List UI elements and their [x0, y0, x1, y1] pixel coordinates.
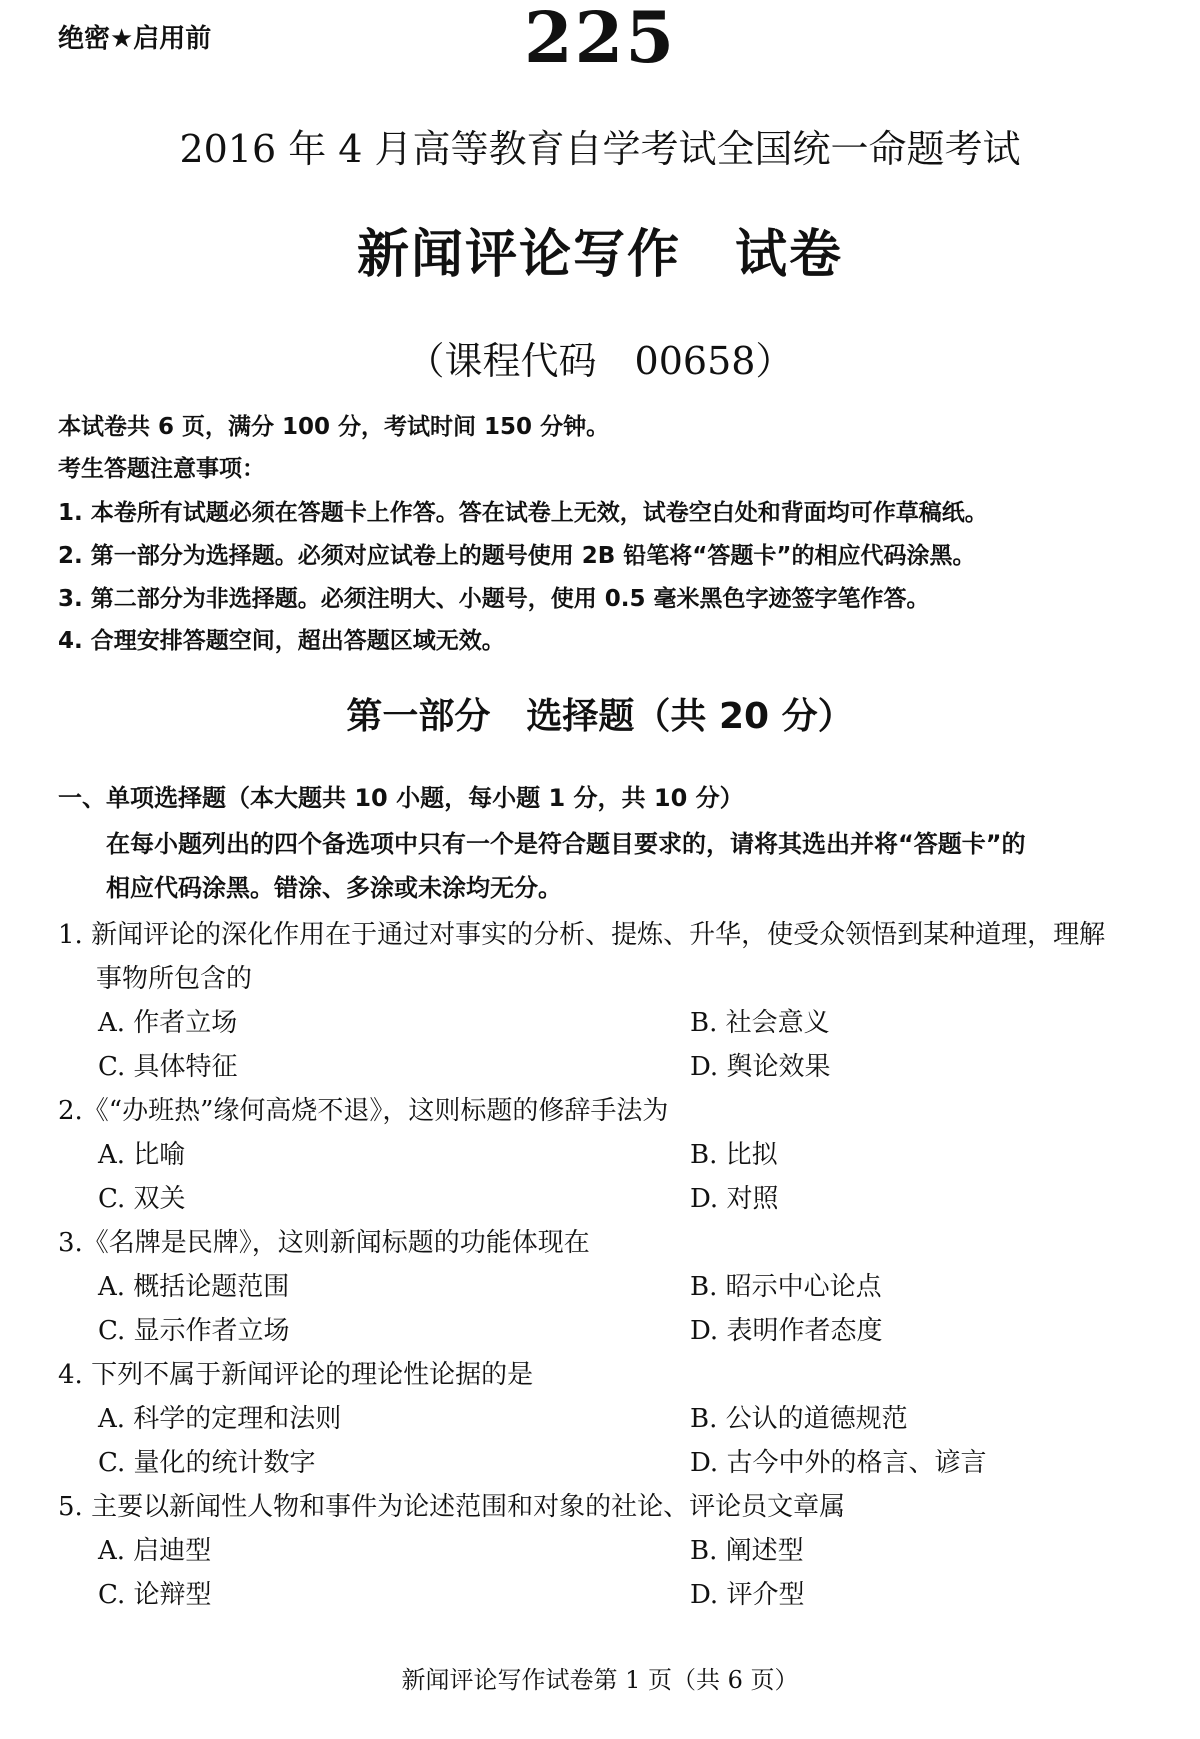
course-code: （课程代码 00658） — [406, 339, 794, 383]
option-a: A. 作者立场 — [98, 1008, 238, 1038]
option-d: D. 评介型 — [690, 1580, 805, 1610]
subject-title: 新闻评论写作 试卷 — [356, 224, 843, 285]
option-a: A. 比喻 — [98, 1140, 186, 1170]
option-d: D. 古今中外的格言、谚言 — [690, 1448, 987, 1478]
exam-summary: 本试卷共 6 页，满分 100 分，考试时间 150 分钟。 — [58, 414, 610, 440]
note-item: 2. 第一部分为选择题。必须对应试卷上的题号使用 2B 铅笔将“答题卡”的相应代码涂黑。 — [58, 543, 976, 569]
option-a: A. 科学的定理和法则 — [98, 1404, 342, 1434]
notes-heading: 考生答题注意事项： — [58, 456, 265, 482]
part-one-title: 第一部分 选择题（共 20 分） — [346, 696, 854, 737]
question-stem: 3.《名牌是民牌》，这则新闻标题的功能体现在 — [58, 1228, 590, 1258]
note-item: 3. 第二部分为非选择题。必须注明大、小题号，使用 0.5 毫米黑色字迹签字笔作答。 — [58, 586, 930, 612]
page-footer: 新闻评论写作试卷第 1 页（共 6 页） — [401, 1666, 799, 1694]
option-b: B. 阐述型 — [690, 1536, 804, 1566]
question-stem: 1. 新闻评论的深化作用在于通过对事实的分析、提炼、升华，使受众领悟到某种道理，理解 — [58, 920, 1106, 950]
section-instruction: 在每小题列出的四个备选项中只有一个是符合题目要求的，请将其选出并将“答题卡”的 — [106, 830, 1026, 858]
question-stem: 4. 下列不属于新闻评论的理论性论据的是 — [58, 1360, 534, 1390]
option-b: B. 社会意义 — [690, 1008, 830, 1038]
option-d: D. 表明作者态度 — [690, 1316, 883, 1346]
section-heading: 一、单项选择题（本大题共 10 小题，每小题 1 分，共 10 分） — [58, 784, 744, 812]
option-c: C. 双关 — [98, 1184, 186, 1214]
option-c: C. 显示作者立场 — [98, 1316, 290, 1346]
secret-label: 绝密★启用前 — [58, 24, 212, 54]
option-a: A. 启迪型 — [98, 1536, 212, 1566]
option-b: B. 昭示中心论点 — [690, 1272, 882, 1302]
option-d: D. 舆论效果 — [690, 1052, 831, 1082]
option-c: C. 论辩型 — [98, 1580, 212, 1610]
option-d: D. 对照 — [690, 1184, 779, 1214]
option-c: C. 具体特征 — [98, 1052, 238, 1082]
option-a: A. 概括论题范围 — [98, 1272, 290, 1302]
option-b: B. 比拟 — [690, 1140, 778, 1170]
paper-code-number: 225 — [523, 0, 677, 79]
question-stem: 5. 主要以新闻性人物和事件为论述范围和对象的社论、评论员文章属 — [58, 1492, 846, 1522]
question-stem: 2.《“办班热”缘何高烧不退》，这则标题的修辞手法为 — [58, 1096, 669, 1126]
note-item: 4. 合理安排答题空间，超出答题区域无效。 — [58, 628, 505, 654]
option-c: C. 量化的统计数字 — [98, 1448, 316, 1478]
option-b: B. 公认的道德规范 — [690, 1404, 908, 1434]
section-instruction: 相应代码涂黑。错涂、多涂或未涂均无分。 — [106, 874, 562, 902]
question-stem-continued: 事物所包含的 — [96, 964, 253, 994]
exam-title: 2016 年 4 月高等教育自学考试全国统一命题考试 — [179, 127, 1021, 171]
note-item: 1. 本卷所有试题必须在答题卡上作答。答在试卷上无效，试卷空白处和背面均可作草稿纸。 — [58, 500, 988, 526]
